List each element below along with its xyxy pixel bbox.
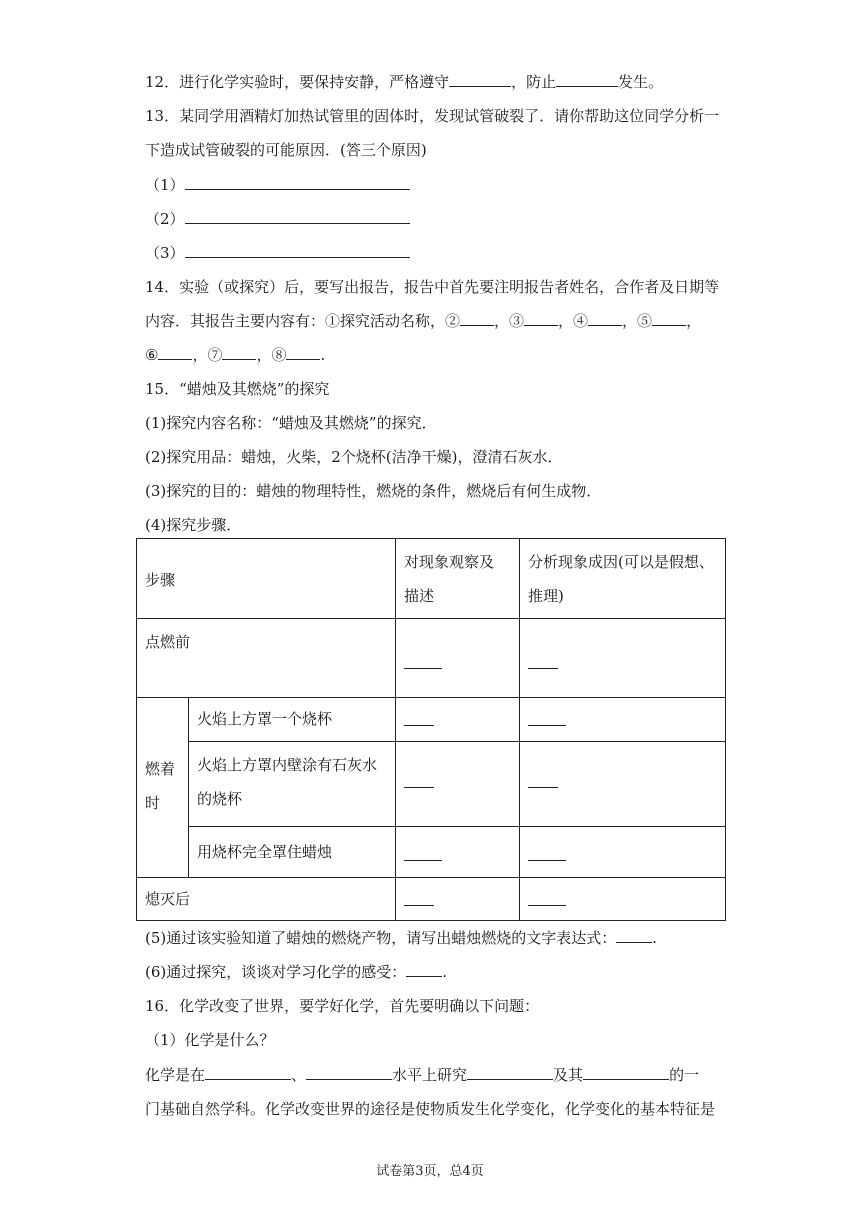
- answer-blank[interactable]: [460, 311, 494, 326]
- q14-text: ，: [686, 312, 702, 330]
- answer-blank[interactable]: [158, 345, 192, 360]
- table-row-before: [137, 619, 726, 698]
- cell-burning: [137, 698, 189, 878]
- table-row-burning-3: [137, 827, 726, 878]
- q16-text: 、: [291, 1066, 307, 1084]
- answer-blank[interactable]: [528, 786, 558, 788]
- answer-blank[interactable]: [616, 928, 652, 943]
- question-14-line1: 14．实验（或探究）后，要写出报告，报告中首先要注明报告者姓名，合作者及日期等: [145, 278, 720, 296]
- q16-text: 的一: [669, 1066, 700, 1084]
- answer-blank[interactable]: [404, 724, 434, 726]
- cell-text: 的烧杯: [197, 790, 243, 808]
- cell-text: 对现象观察及: [404, 553, 495, 571]
- cell-step: [189, 742, 396, 827]
- cell-text: 分析现象成因(可以是假想、: [528, 553, 714, 571]
- cell-answer: [520, 742, 726, 827]
- cell-step: [189, 698, 396, 742]
- answer-blank[interactable]: [185, 243, 410, 258]
- item-label: （2）: [145, 210, 185, 228]
- cell-answer: [396, 619, 520, 698]
- cell-answer: [520, 698, 726, 742]
- answer-blank[interactable]: [528, 859, 566, 861]
- table-row-burning-1: [137, 698, 726, 742]
- q15-part-3: (3)探究的目的：蜡烛的物理特性，燃烧的条件，燃烧后有何生成物．: [145, 482, 602, 500]
- q15-part-5: [145, 928, 657, 948]
- question-12: [145, 72, 663, 92]
- answer-blank[interactable]: [449, 72, 511, 87]
- cell-text: 火焰上方罩内壁涂有石灰水: [197, 756, 378, 774]
- table-row-after: [137, 878, 726, 921]
- q13-answer-1: [145, 175, 410, 195]
- answer-blank[interactable]: [222, 345, 256, 360]
- answer-blank[interactable]: [524, 311, 558, 326]
- experiment-steps-table: [136, 538, 726, 921]
- cell-text: 点燃前: [145, 633, 191, 651]
- header-observation: [396, 539, 520, 619]
- q12-text-a: 12．进行化学实验时，要保持安静，严格遵守: [145, 73, 450, 91]
- q14-text: ，⑦: [192, 346, 223, 364]
- q13-answer-3: [145, 243, 410, 263]
- table-row-burning-2: [137, 742, 726, 827]
- cell-answer: [396, 878, 520, 921]
- q14-text: 内容．其报告主要内容有：①探究活动名称，②: [145, 312, 461, 330]
- q15-part-2: (2)探究用品：蜡烛，火柴，2个烧杯(洁净干燥)，澄清石灰水．: [145, 448, 563, 466]
- answer-blank[interactable]: [467, 1065, 553, 1080]
- q16-text: 化学是在: [145, 1066, 206, 1084]
- q12-text-b: ，防止: [511, 73, 557, 91]
- question-14-line3: [145, 345, 325, 365]
- cell-text: 步骤: [145, 571, 176, 589]
- q16-line-1: [145, 1065, 699, 1085]
- cell-answer: [520, 619, 726, 698]
- cell-text: 熄灭后: [145, 890, 191, 908]
- q15-text: (5)通过该实验知道了蜡烛的燃烧产物，请写出蜡烛燃烧的文字表达式：: [145, 929, 617, 947]
- answer-blank[interactable]: [528, 667, 558, 669]
- header-step: [137, 539, 396, 619]
- answer-blank[interactable]: [528, 904, 566, 906]
- q16-text: 及其: [553, 1066, 584, 1084]
- answer-blank[interactable]: [404, 786, 434, 788]
- question-13-line1: 13．某同学用酒精灯加热试管里的固体时，发现试管破裂了．请你帮助这位同学分析一: [145, 107, 720, 125]
- item-label: （3）: [145, 244, 185, 262]
- answer-blank[interactable]: [556, 72, 618, 87]
- header-analysis: [520, 539, 726, 619]
- answer-blank[interactable]: [652, 311, 686, 326]
- cell-before: [137, 619, 396, 698]
- q16-line-2: 门基础自然学科。化学改变世界的途径是使物质发生化学变化，化学变化的基本特征是: [145, 1100, 716, 1118]
- cell-text: 描述: [404, 587, 435, 605]
- cell-text: 用烧杯完全罩住蜡烛: [197, 843, 333, 861]
- cell-text: 推理): [528, 587, 564, 605]
- q15-part-4: (4)探究步骤．: [145, 516, 242, 534]
- q14-text: ，⑤: [622, 312, 653, 330]
- question-14-line2: [145, 311, 701, 331]
- cell-after: [137, 878, 396, 921]
- q16-text: 水平上研究: [392, 1066, 468, 1084]
- q16-sub-1: （1）化学是什么？: [145, 1031, 275, 1049]
- answer-blank[interactable]: [404, 859, 442, 861]
- answer-blank[interactable]: [185, 175, 410, 190]
- answer-blank[interactable]: [286, 345, 320, 360]
- answer-blank[interactable]: [404, 667, 442, 669]
- q14-text: ⑥: [145, 346, 159, 364]
- q15-text: (6)通过探究，谈谈对学习化学的感受：: [145, 963, 407, 981]
- item-label: （1）: [145, 176, 185, 194]
- answer-blank[interactable]: [185, 209, 410, 224]
- answer-blank[interactable]: [588, 311, 622, 326]
- table-header-row: [137, 539, 726, 619]
- cell-text: 火焰上方罩一个烧杯: [197, 710, 333, 728]
- cell-text: 燃着: [145, 760, 176, 778]
- question-15-title: 15．“蜡烛及其燃烧”的探究: [145, 380, 330, 398]
- answer-blank[interactable]: [583, 1065, 669, 1080]
- q15-part-6: [145, 962, 447, 982]
- question-13-line2: 下造成试管破裂的可能原因．(答三个原因): [145, 141, 427, 159]
- answer-blank[interactable]: [306, 1065, 392, 1080]
- cell-answer: [396, 827, 520, 878]
- q15-text: .: [442, 963, 448, 981]
- q12-text-c: 发生。: [618, 73, 664, 91]
- page-footer: 试卷第3页，总4页: [376, 1164, 484, 1179]
- q14-text: .: [320, 346, 326, 364]
- q13-answer-2: [145, 209, 410, 229]
- q15-part-1: (1)探究内容名称：“蜡烛及其燃烧”的探究．: [145, 414, 437, 432]
- cell-answer: [520, 827, 726, 878]
- cell-answer: [396, 698, 520, 742]
- cell-answer: [520, 878, 726, 921]
- q14-text: ，④: [558, 312, 589, 330]
- answer-blank[interactable]: [528, 724, 566, 726]
- q14-text: ，③: [494, 312, 525, 330]
- cell-answer: [396, 742, 520, 827]
- cell-step: [189, 827, 396, 878]
- q15-text: .: [652, 929, 658, 947]
- cell-text: 时: [145, 794, 161, 812]
- q14-text: ，⑧: [256, 346, 287, 364]
- answer-blank[interactable]: [205, 1065, 291, 1080]
- answer-blank[interactable]: [404, 904, 434, 906]
- answer-blank[interactable]: [406, 962, 442, 977]
- question-16-title: 16．化学改变了世界，要学好化学，首先要明确以下问题：: [145, 997, 540, 1015]
